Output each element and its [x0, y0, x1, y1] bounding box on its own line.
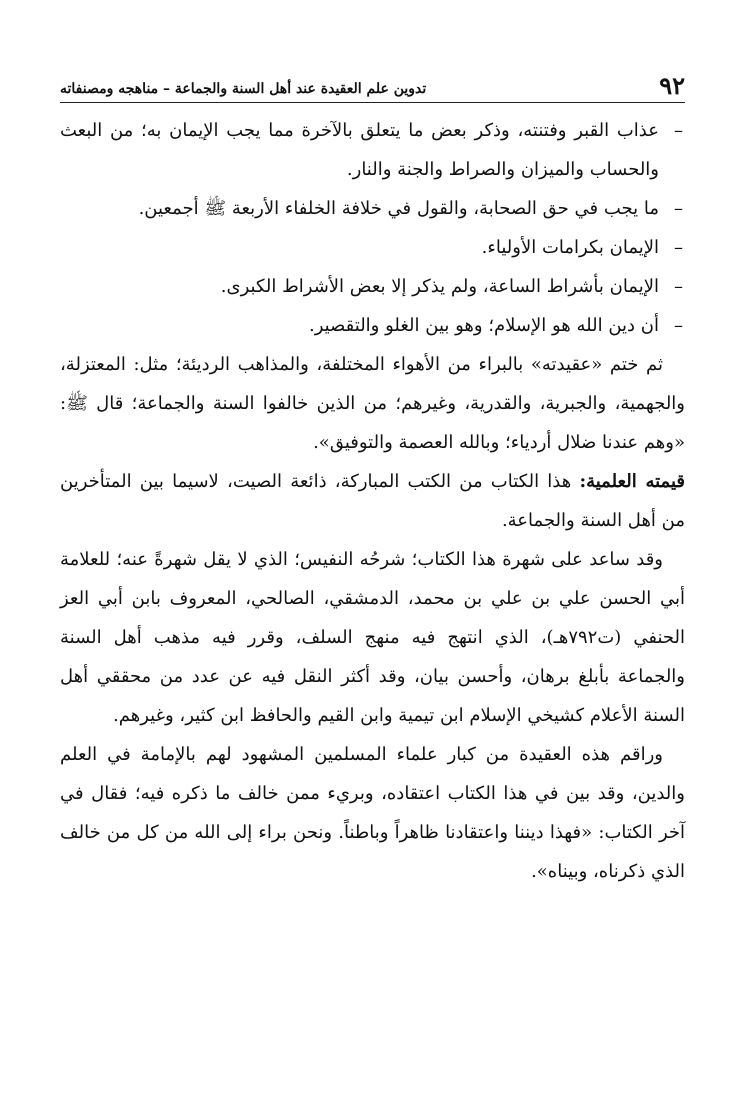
list-item: [60, 228, 685, 267]
list-item: [60, 306, 685, 345]
bullet-dash: –: [674, 315, 683, 336]
section-label: قيمته العلمية:: [579, 471, 685, 492]
list-item: [60, 111, 685, 189]
page-header: [60, 60, 685, 103]
bullet-dash: –: [674, 120, 683, 141]
bullet-dash: –: [674, 237, 683, 258]
running-title: تدوين علم العقيدة عند أهل السنة والجماعة – مناهجه ومصنفاته: [60, 81, 427, 98]
paragraph-author: وراقم هذه العقيدة من كبار علماء المسلمين المشهود لهم بالإمامة في العلم والدين، وقد بين في هذا الكتاب اعتقاده، وبريء ممن خالف ما ذكره فيه؛ فقال في آخر الكتاب: «فهذا ديننا واعتقادنا ظاهراً وباطناً. ونحن براء إلى الله من كل من خالف الذي ذكرناه، وبيناه».: [60, 744, 685, 882]
list-item: [60, 267, 685, 306]
paragraph-scientific-value: [60, 462, 685, 540]
list-item-text: الإيمان بكرامات الأولياء.: [481, 237, 659, 258]
list-item: [60, 189, 685, 228]
list-item-text: عذاب القبر وفتنته، وذكر بعض ما يتعلق بالآخرة مما يجب الإيمان به؛ من البعث والحساب والميزان والصراط والجنة والنار.: [60, 120, 659, 180]
list-item-text: ما يجب في حق الصحابة، والقول في خلافة الخلفاء الأربعة ﷺ أجمعين.: [138, 198, 659, 219]
bullet-dash: –: [674, 276, 683, 297]
paragraph-closing: ثم ختم «عقيدته» بالبراء من الأهواء المختلفة، والمذاهب الرديئة؛ مثل: المعتزلة، والجهمية، والجبرية، والقدرية، وغيرهم؛ من الذين خالفوا السنة والجماعة؛ قال ﷺ: «وهم عندنا ضلال أردياء؛ وبالله العصمة والتوفيق».: [60, 354, 685, 453]
document-page: [60, 60, 685, 891]
page-number: ٩٢: [659, 71, 685, 100]
paragraph-commentary: وقد ساعد على شهرة هذا الكتاب؛ شرحُه النفيس؛ الذي لا يقل شهرةً عنه؛ للعلامة أبي الحسن علي بن علي بن محمد، الدمشقي، الصالحي، المعروف بابن أبي العز الحنفي (ت٧٩٢هـ)، الذي انتهج فيه منهج السلف، وقرر فيه مذهب أهل السنة والجماعة بأبلغ برهان، وأحسن بيان، وقد أكثر النقل فيه عن عدد من محققي أهل السنة الأعلام كشيخي الإسلام ابن تيمية وابن القيم والحافظ ابن كثير، وغيرهم.: [60, 549, 685, 726]
paragraph-text: هذا الكتاب من الكتب المباركة، ذائعة الصيت، لاسيما بين المتأخرين من أهل السنة والجماعة.: [60, 471, 685, 531]
page-content: [60, 111, 685, 891]
list-item-text: الإيمان بأشراط الساعة، ولم يذكر إلا بعض الأشراط الكبرى.: [220, 276, 659, 297]
list-item-text: أن دين الله هو الإسلام؛ وهو بين الغلو والتقصير.: [308, 315, 659, 336]
bullet-dash: –: [674, 198, 683, 219]
